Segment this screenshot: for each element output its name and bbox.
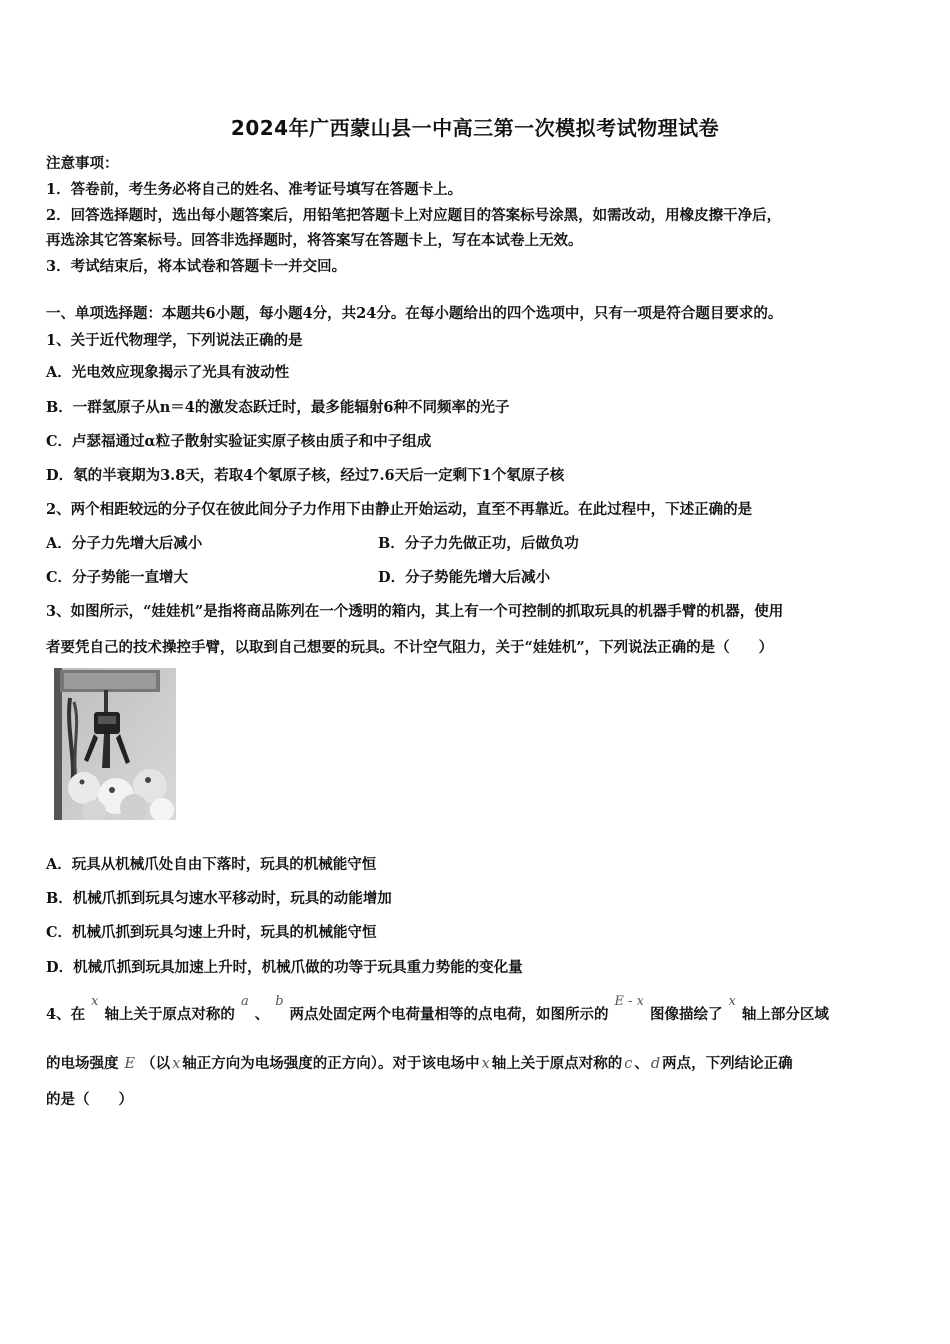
math-d: d (650, 1056, 661, 1072)
q4-text: 轴上关于原点对称的 (104, 1006, 235, 1023)
q4-text: 的电场强度 (46, 1055, 119, 1072)
math-x: x (91, 994, 99, 1009)
q1-option-c: C．卢瑟福通过α粒子散射实验证实原子核由质子和中子组成 (46, 433, 432, 450)
q3-option-d: D．机械爪抓到玩具加速上升时，机械爪做的功等于玩具重力势能的变化量 (46, 959, 523, 976)
q3-option-a: A．玩具从机械爪处自由下落时，玩具的机械能守恒 (46, 856, 377, 873)
q1-option-a: A．光电效应现象揭示了光具有波动性 (46, 364, 290, 381)
math-b: b (275, 994, 284, 1009)
math-x: x (728, 994, 736, 1009)
q4-text: 、 (254, 1006, 270, 1023)
q4-text: 4、在 (46, 1006, 86, 1023)
math-x: x (481, 1056, 490, 1072)
page-title: 2024年广西蒙山县一中高三第一次模拟考试物理试卷 (230, 116, 720, 140)
math-a: a (240, 994, 249, 1009)
q4-text: 两点，下列结论正确 (662, 1055, 793, 1072)
notice-heading: 注意事项： (46, 155, 119, 172)
q4-stem-line1 (46, 994, 829, 1024)
q1-option-b: B．一群氢原子从n＝4的激发态跃迁时，最多能辐射6种不同频率的光子 (46, 399, 510, 416)
notice-item-3: 3．考试结束后，将本试卷和答题卡一并交回。 (46, 258, 347, 275)
q4-text: 、 (634, 1055, 649, 1072)
q3-option-c: C．机械爪抓到玩具匀速上升时，玩具的机械能守恒 (46, 924, 377, 941)
q2-stem: 2、两个相距较远的分子仅在彼此间分子力作用下由静止开始运动，直至不再靠近。在此过程中，下述正确的是 (46, 501, 753, 518)
math-x: x (172, 1056, 181, 1072)
claw-machine-photo (54, 668, 176, 820)
math-E: E (124, 1056, 136, 1072)
math-c: c (624, 1056, 633, 1072)
q4-text: （以 (141, 1055, 171, 1072)
q2-option-d: D．分子势能先增大后减小 (378, 569, 551, 586)
section-heading: 一、单项选择题：本题共6小题，每小题4分，共24分。在每小题给出的四个选项中，只有一项是符合题目要求的。 (46, 305, 783, 322)
q4-text: 轴上部分区域 (741, 1006, 829, 1023)
q3-option-b: B．机械爪抓到玩具匀速水平移动时，玩具的动能增加 (46, 890, 392, 907)
notice-item-1: 1．答卷前，考生务必将自己的姓名、准考证号填写在答题卡上。 (46, 181, 463, 198)
q4-stem-line2 (46, 1052, 793, 1073)
q2-option-c: C．分子势能一直增大 (46, 569, 189, 586)
math-e-x: E - x (614, 994, 645, 1009)
q4-text: 轴正方向为电场强度的正方向）。对于该电场中 (182, 1055, 480, 1072)
notice-item-2-cont: 再选涂其它答案标号。回答非选择题时，将答案写在答题卡上，写在本试卷上无效。 (46, 232, 583, 249)
q1-stem: 1、关于近代物理学，下列说法正确的是 (46, 332, 303, 349)
q4-text: 图像描绘了 (650, 1006, 723, 1023)
notice-item-2: 2．回答选择题时，选出每小题答案后，用铅笔把答题卡上对应题目的答案标号涂黑，如需改动，用橡皮擦干净后， (46, 207, 782, 224)
q2-option-b: B．分子力先做正功，后做负功 (378, 535, 579, 552)
q3-stem-line1: 3、如图所示，“娃娃机”是指将商品陈列在一个透明的箱内，其上有一个可控制的抓取玩具的机器手臂的机器，使用 (46, 603, 784, 620)
q3-stem-line2: 者要凭自己的技术操控手臂，以取到自己想要的玩具。不计空气阻力，关于“娃娃机”，下列说法正确的是（ ） (46, 639, 774, 656)
q4-text: 轴上关于原点对称的 (491, 1055, 623, 1072)
q2-option-a: A．分子力先增大后减小 (46, 535, 203, 552)
q4-stem-line3: 的是（ ） (46, 1091, 133, 1108)
q1-option-d: D．氡的半衰期为3.8天，若取4个氡原子核，经过7.6天后一定剩下1个氡原子核 (46, 467, 565, 484)
q4-text: 两点处固定两个电荷量相等的点电荷，如图所示的 (289, 1006, 609, 1023)
